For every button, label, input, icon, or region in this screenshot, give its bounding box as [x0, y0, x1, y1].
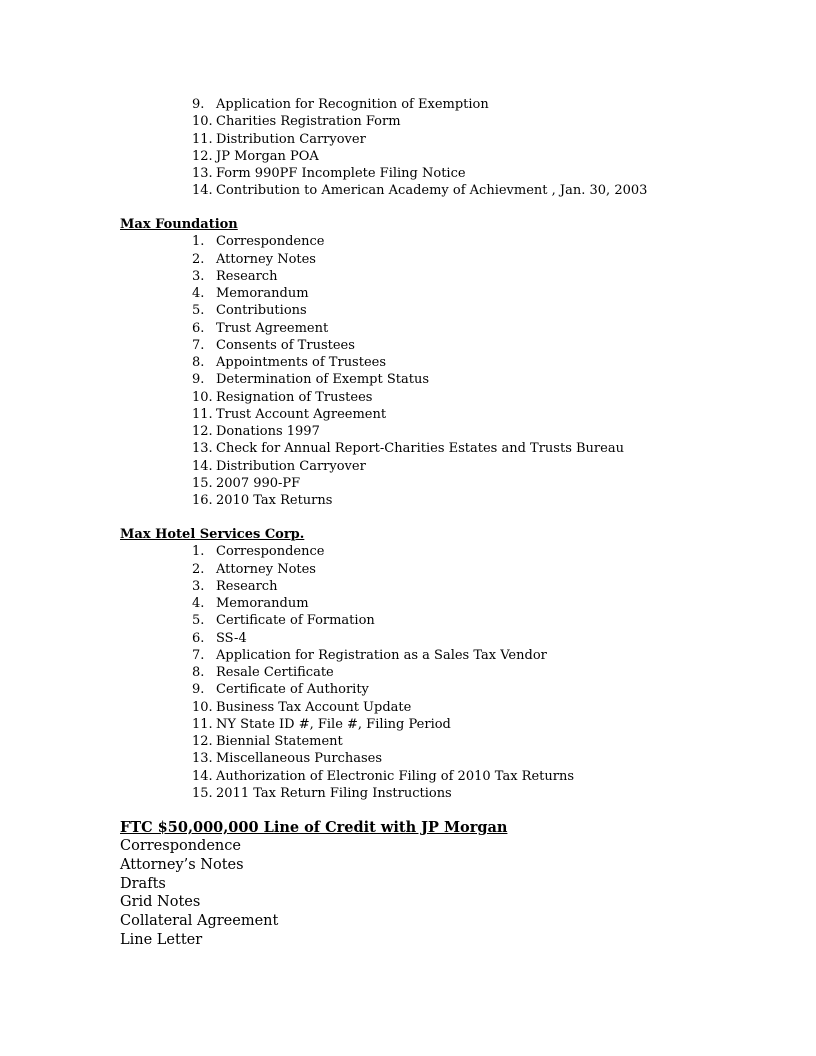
- list-item-number: 4.: [192, 596, 205, 611]
- max-hotel-section: [0, 526, 816, 802]
- list-item: [0, 612, 816, 629]
- list-item-number: 12.: [192, 424, 213, 439]
- list-item-text: Correspondence: [216, 234, 325, 250]
- list-item-number: 10.: [192, 699, 213, 715]
- list-item-text: Business Tax Account Update: [216, 699, 412, 715]
- list-item-number: 5.: [192, 303, 205, 319]
- list-item-text: Consents of Trustees: [216, 337, 355, 353]
- list-item-text: Contributions: [216, 303, 307, 319]
- list-item: [0, 302, 816, 319]
- list-item-number: 7.: [192, 337, 205, 353]
- list-item-text: 2007 990-PF: [216, 475, 301, 491]
- list-item: [0, 268, 816, 285]
- list-item-number: 15.: [192, 475, 213, 491]
- list-item: [0, 699, 816, 716]
- list-item-text: NY State ID #, File #, Filing Period: [216, 716, 451, 732]
- list-item: [0, 716, 816, 733]
- list-item-text: Resale Certificate: [216, 665, 334, 680]
- list-item: [0, 371, 816, 388]
- list-item: [0, 182, 816, 199]
- list-item-text: 2010 Tax Returns: [216, 493, 333, 508]
- list-item-number: 9.: [192, 372, 205, 388]
- list-item-number: 9.: [192, 97, 205, 112]
- list-item-number: 1.: [192, 234, 205, 250]
- list-item-text: 2011 Tax Return Filing Instructions: [216, 785, 452, 801]
- list-item-text: Application for Recognition of Exemption: [216, 97, 489, 112]
- list-item: [0, 354, 816, 371]
- list-item: [0, 664, 816, 681]
- list-item-text: Contribution to American Academy of Achievment , Jan. 30, 2003: [216, 183, 648, 199]
- list-item-text: Form 990PF Incomplete Filing Notice: [216, 166, 466, 181]
- list-item-text: Application for Registration as a Sales Tax Vendor: [216, 647, 547, 663]
- list-item: [0, 578, 816, 595]
- max-hotel-heading: Max Hotel Services Corp.: [120, 527, 305, 542]
- list-item-text: Authorization of Electronic Filing of 2010 Tax Returns: [216, 768, 574, 784]
- list-item-text: Memorandum: [216, 596, 309, 611]
- list-item: [0, 406, 816, 423]
- ftc-credit-heading: FTC $50,000,000 Line of Credit with JP Morgan: [120, 819, 508, 836]
- list-item-number: 14.: [192, 458, 213, 474]
- list-item: [0, 251, 816, 268]
- list-item-text: Trust Account Agreement: [216, 406, 387, 422]
- list-item-number: 3.: [192, 268, 205, 284]
- list-item: [0, 733, 816, 750]
- list-item-number: 6.: [192, 630, 205, 646]
- list-item-text: Distribution Carryover: [216, 131, 366, 147]
- list-item: [0, 131, 816, 148]
- list-item-number: 8.: [192, 355, 205, 370]
- list-item-number: 5.: [192, 613, 205, 629]
- max-foundation-section: [0, 216, 816, 509]
- list-item-number: 13.: [192, 166, 213, 181]
- list-item: [0, 285, 816, 302]
- list-item-text: Charities Registration Form: [216, 114, 401, 130]
- list-item-number: 12.: [192, 734, 213, 749]
- list-item-text: Certificate of Formation: [216, 613, 375, 629]
- list-item-number: 11.: [192, 406, 213, 422]
- list-item: [0, 440, 816, 457]
- list-item-number: 15.: [192, 785, 213, 801]
- list-item-text: Biennial Statement: [216, 734, 343, 749]
- list-item-number: 11.: [192, 716, 213, 732]
- list-item-text: Correspondence: [216, 544, 325, 560]
- list-item-text: Resignation of Trustees: [216, 389, 373, 405]
- list-item-text: Distribution Carryover: [216, 458, 366, 474]
- ftc-credit-section: [0, 818, 816, 950]
- list-item: [0, 458, 816, 475]
- max-foundation-heading: Max Foundation: [120, 217, 238, 232]
- list-item: [0, 492, 816, 509]
- list-item-number: 11.: [192, 131, 213, 147]
- list-item-text: SS-4: [216, 630, 247, 646]
- list-item: [0, 113, 816, 130]
- list-item: [0, 233, 816, 250]
- list-item-text: Appointments of Trustees: [216, 355, 387, 370]
- list-item-text: Attorney Notes: [216, 561, 316, 577]
- list-item-text: Research: [216, 268, 278, 284]
- list-item: [0, 630, 816, 647]
- list-item-number: 10.: [192, 114, 213, 130]
- list-item: Collateral Agreement: [120, 913, 279, 930]
- list-item: [0, 681, 816, 698]
- list-item: Drafts: [120, 875, 166, 892]
- list-item: Attorney’s Notes: [120, 856, 244, 873]
- list-item: [0, 320, 816, 337]
- list-item: [0, 389, 816, 406]
- list-item-text: Miscellaneous Purchases: [216, 751, 383, 767]
- list-item: [0, 96, 816, 113]
- list-item-number: 10.: [192, 389, 213, 405]
- list-item-number: 16.: [192, 493, 213, 508]
- list-item-number: 4.: [192, 286, 205, 301]
- list-item-text: Donations 1997: [216, 424, 320, 439]
- list-item-text: Trust Agreement: [216, 320, 329, 336]
- list-item-number: 2.: [192, 561, 205, 577]
- continued-list: [0, 96, 816, 200]
- list-item-text: Memorandum: [216, 286, 309, 301]
- list-item-number: 3.: [192, 578, 205, 594]
- list-item-number: 2.: [192, 251, 205, 267]
- list-item: Line Letter: [120, 931, 203, 948]
- list-item: [0, 785, 816, 802]
- list-item: [0, 148, 816, 165]
- list-item: [0, 561, 816, 578]
- list-item-text: Determination of Exempt Status: [216, 372, 430, 388]
- list-item-text: Certificate of Authority: [216, 682, 369, 698]
- list-item-text: Research: [216, 578, 278, 594]
- list-item-text: JP Morgan POA: [216, 148, 319, 164]
- list-item-number: 13.: [192, 441, 213, 457]
- list-item: [0, 595, 816, 612]
- list-item-text: Attorney Notes: [216, 251, 316, 267]
- list-item: [0, 543, 816, 560]
- list-item-number: 6.: [192, 320, 205, 336]
- list-item-number: 14.: [192, 183, 213, 199]
- list-item-number: 12.: [192, 148, 213, 164]
- list-item-number: 9.: [192, 682, 205, 698]
- list-item: [0, 768, 816, 785]
- list-item-number: 7.: [192, 647, 205, 663]
- list-item-number: 14.: [192, 768, 213, 784]
- list-item-number: 13.: [192, 751, 213, 767]
- list-item: [0, 423, 816, 440]
- list-item-text: Check for Annual Report-Charities Estates and Trusts Bureau: [216, 441, 624, 457]
- list-item: [0, 165, 816, 182]
- list-item: Correspondence: [120, 838, 241, 854]
- list-item: [0, 475, 816, 492]
- list-item: [0, 750, 816, 767]
- list-item-number: 8.: [192, 665, 205, 680]
- list-item: [0, 337, 816, 354]
- list-item-number: 1.: [192, 544, 205, 560]
- list-item: [0, 647, 816, 664]
- list-item: Grid Notes: [120, 894, 201, 911]
